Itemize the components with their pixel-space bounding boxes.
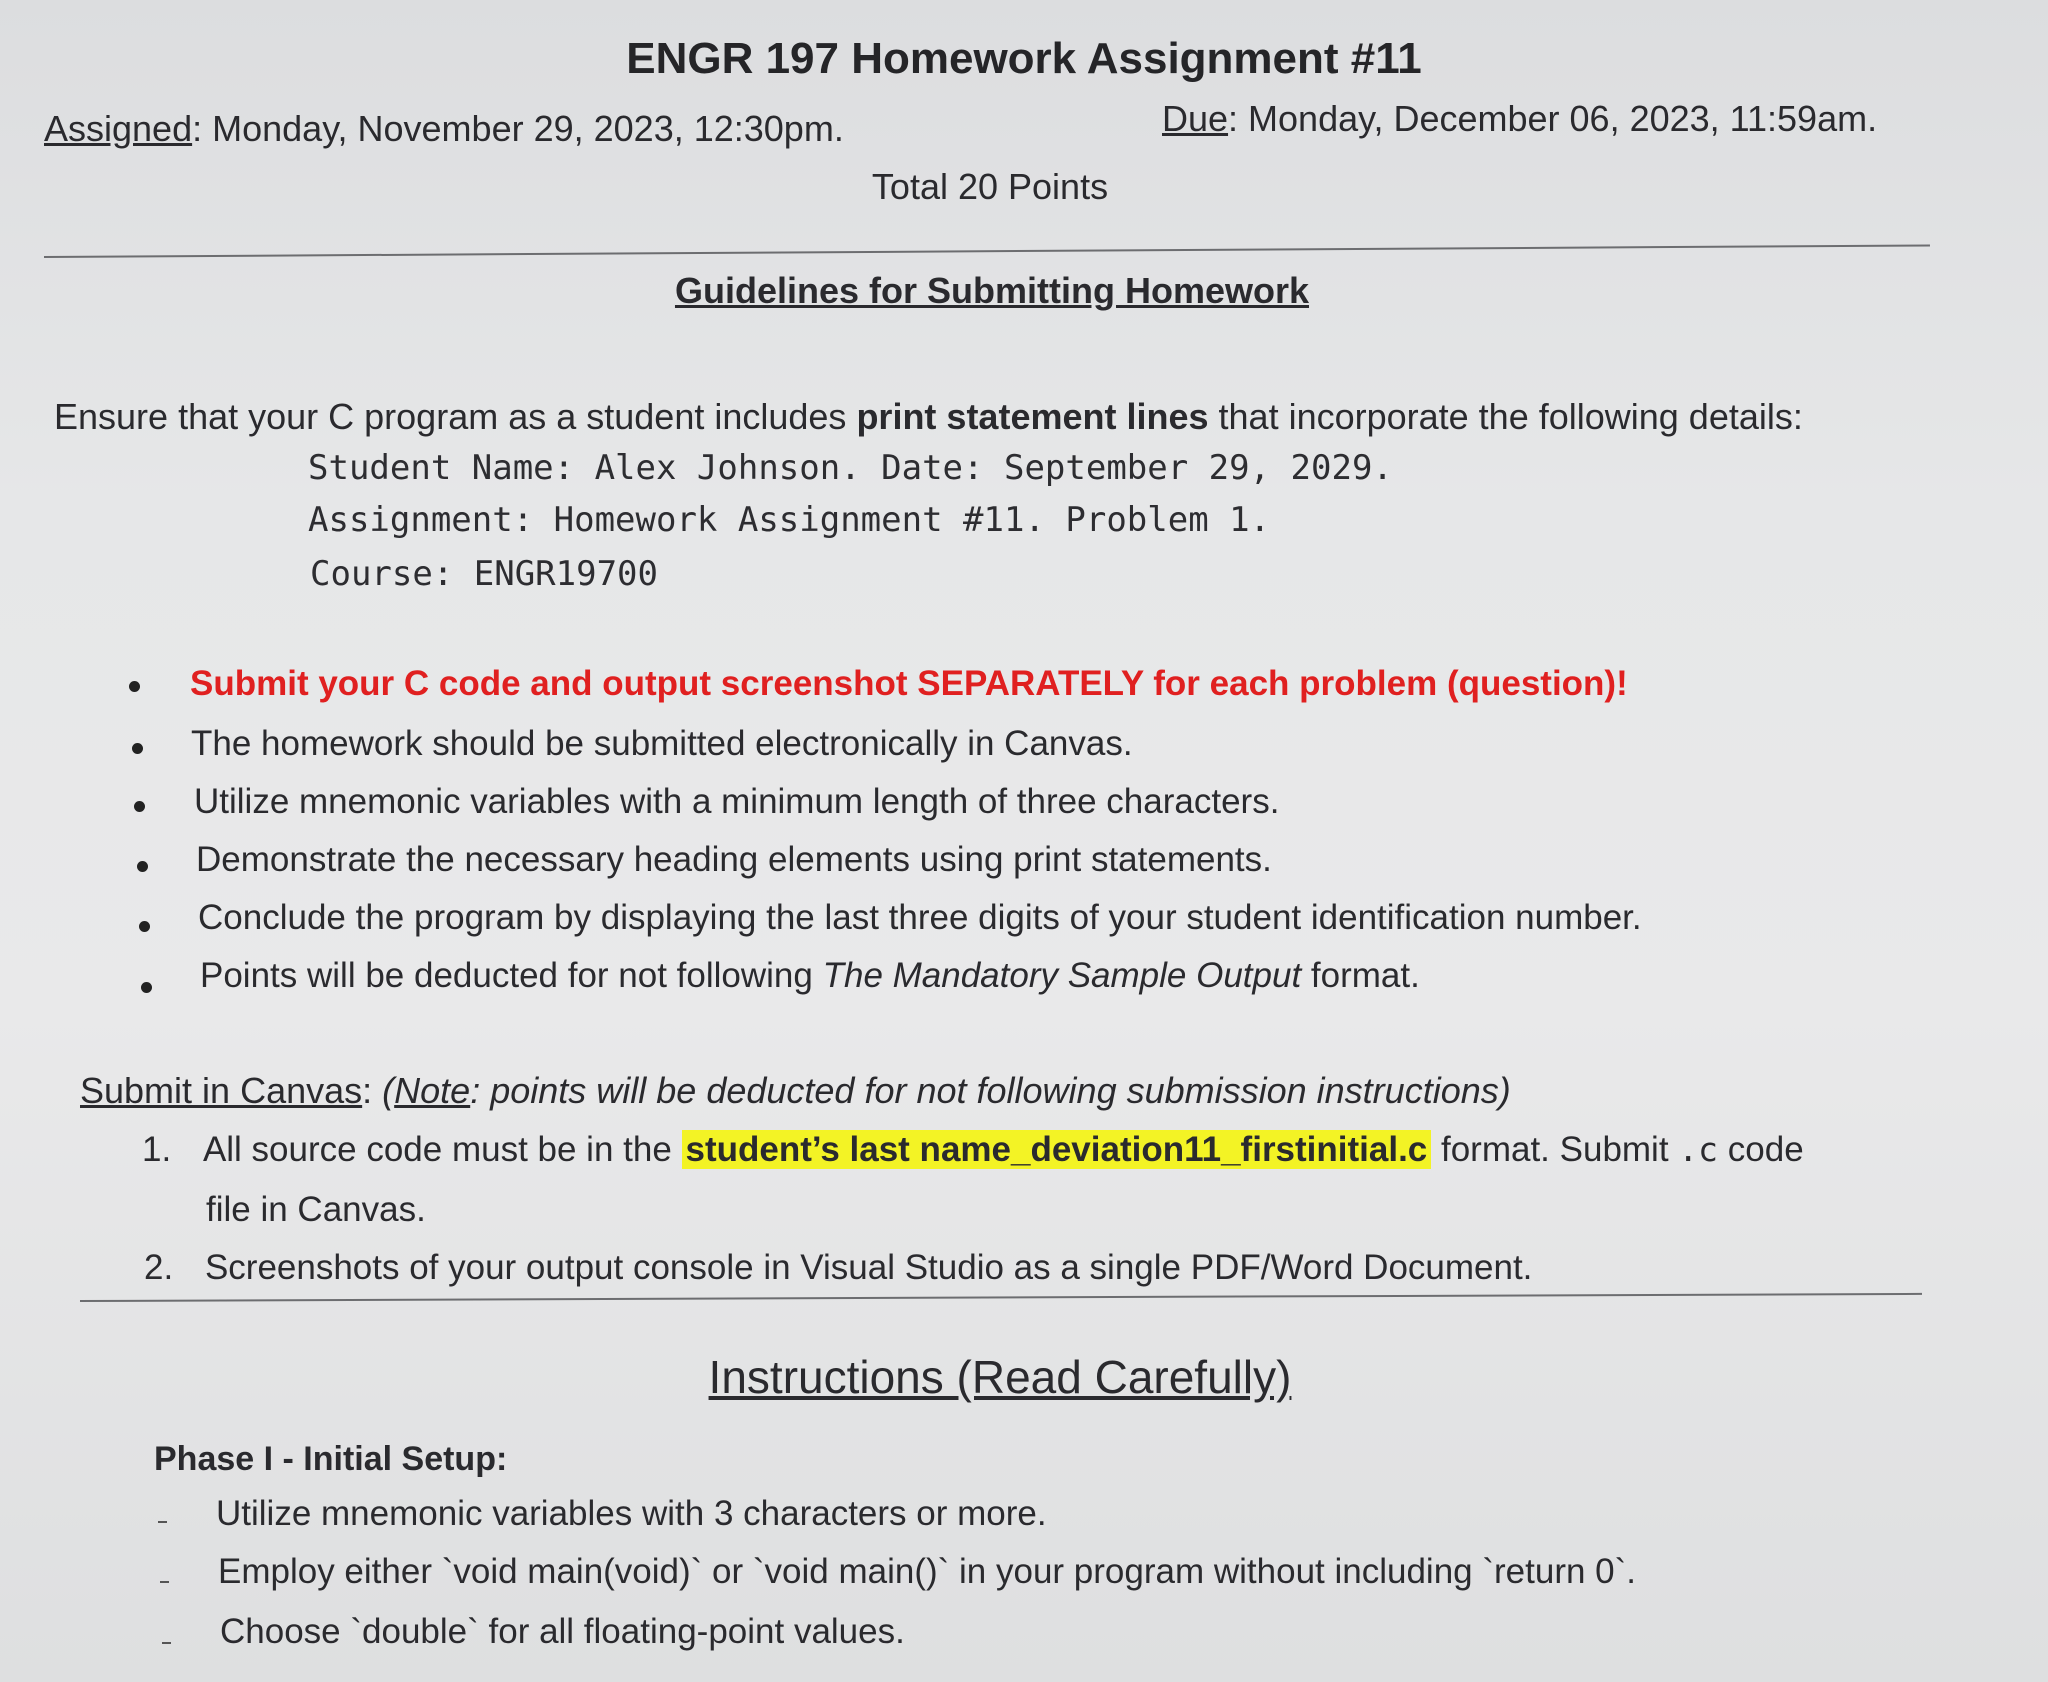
phase-heading: Phase I - Initial Setup: [154, 1440, 508, 1478]
dash-marker [160, 1581, 169, 1583]
instruction-item-mnemonic: Utilize mnemonic variables with 3 characters or more. [216, 1494, 1047, 1533]
bullet-dot [139, 921, 150, 932]
bullet-sample-after: format. [1301, 956, 1420, 995]
bullet-item-canvas: The homework should be submitted electronically in Canvas. [191, 724, 1133, 763]
bullet-dot [134, 801, 145, 812]
submit-note-text: : points will be deducted for not following submission instructions) [470, 1070, 1511, 1111]
submit-colon: : [362, 1070, 383, 1111]
assigned-date [44, 108, 844, 150]
intro-text-after: that incorporate the following details: [1208, 396, 1803, 437]
submit-item-1-after: format. Submit [1431, 1130, 1679, 1169]
bullet-dot [137, 861, 148, 872]
intro-text-before: Ensure that your C program as a student includes [54, 396, 857, 437]
guidelines-heading: Guidelines for Submitting Homework [674, 270, 1310, 311]
filename-highlight: student’s last name_deviation11_firstinitial.c [682, 1130, 1432, 1169]
bullet-sample-italic: The Mandatory Sample Output [822, 956, 1302, 995]
code-line-student: Student Name: Alex Johnson. Date: September 29, 2029. [308, 448, 1393, 488]
instruction-item-double: Choose `double` for all floating-point values. [220, 1612, 905, 1651]
due-date [1162, 98, 1877, 140]
submit-note-label: Note [394, 1070, 471, 1111]
submit-heading [80, 1070, 1511, 1112]
total-points: Total 20 Points [871, 166, 1109, 207]
submit-item-1-before: All source code must be in the [202, 1130, 682, 1169]
submit-note-open: ( [382, 1070, 395, 1111]
bullet-item-mnemonic: Utilize mnemonic variables with a minimum length of three characters. [194, 782, 1280, 821]
submit-item-2-number: 2. [144, 1248, 174, 1287]
code-line-course: Course: ENGR19700 [310, 554, 658, 594]
due-value: : Monday, December 06, 2023, 11:59am. [1228, 98, 1878, 139]
submit-item-1-number: 1. [142, 1130, 172, 1169]
bullet-item-heading-elements: Demonstrate the necessary heading elements using print statements. [196, 840, 1272, 879]
bullet-item-sample-output [200, 956, 1420, 996]
submit-label: Submit in Canvas [80, 1070, 363, 1111]
c-extension-code: .c [1678, 1130, 1719, 1169]
document-title: ENGR 197 Homework Assignment #11 [626, 34, 1422, 83]
instructions-heading: Instructions (Read Carefully) [708, 1351, 1292, 1403]
due-label: Due [1162, 98, 1229, 139]
submit-item-1 [142, 1130, 1804, 1170]
dash-marker [158, 1521, 167, 1523]
submit-item-2-text: Screenshots of your output console in Visual Studio as a single PDF/Word Document. [204, 1248, 1533, 1287]
assigned-label: Assigned [44, 108, 193, 149]
guidelines-intro [54, 396, 1803, 438]
submit-divider [80, 1293, 1922, 1302]
intro-text-bold: print statement lines [856, 396, 1209, 437]
submit-item-2 [144, 1248, 1532, 1288]
submit-item-1-after2: code [1718, 1130, 1804, 1169]
bullet-dot [129, 681, 140, 692]
code-line-assignment: Assignment: Homework Assignment #11. Problem 1. [308, 500, 1271, 540]
header-divider [44, 244, 1930, 258]
bullet-dot [132, 743, 143, 754]
submit-item-1-line2: file in Canvas. [206, 1190, 426, 1229]
assigned-value: : Monday, November 29, 2023, 12:30pm. [192, 108, 844, 149]
instruction-item-void-main: Employ either `void main(void)` or `void main()` in your program without including `return 0`. [218, 1552, 1637, 1591]
bullet-sample-before: Points will be deducted for not following [200, 956, 823, 995]
dash-marker [162, 1642, 171, 1644]
bullet-dot [141, 982, 152, 993]
bullet-item-submit-separately: Submit your C code and output screenshot SEPARATELY for each problem (question)! [190, 664, 1628, 703]
bullet-item-student-id: Conclude the program by displaying the last three digits of your student identification number. [198, 898, 1642, 937]
